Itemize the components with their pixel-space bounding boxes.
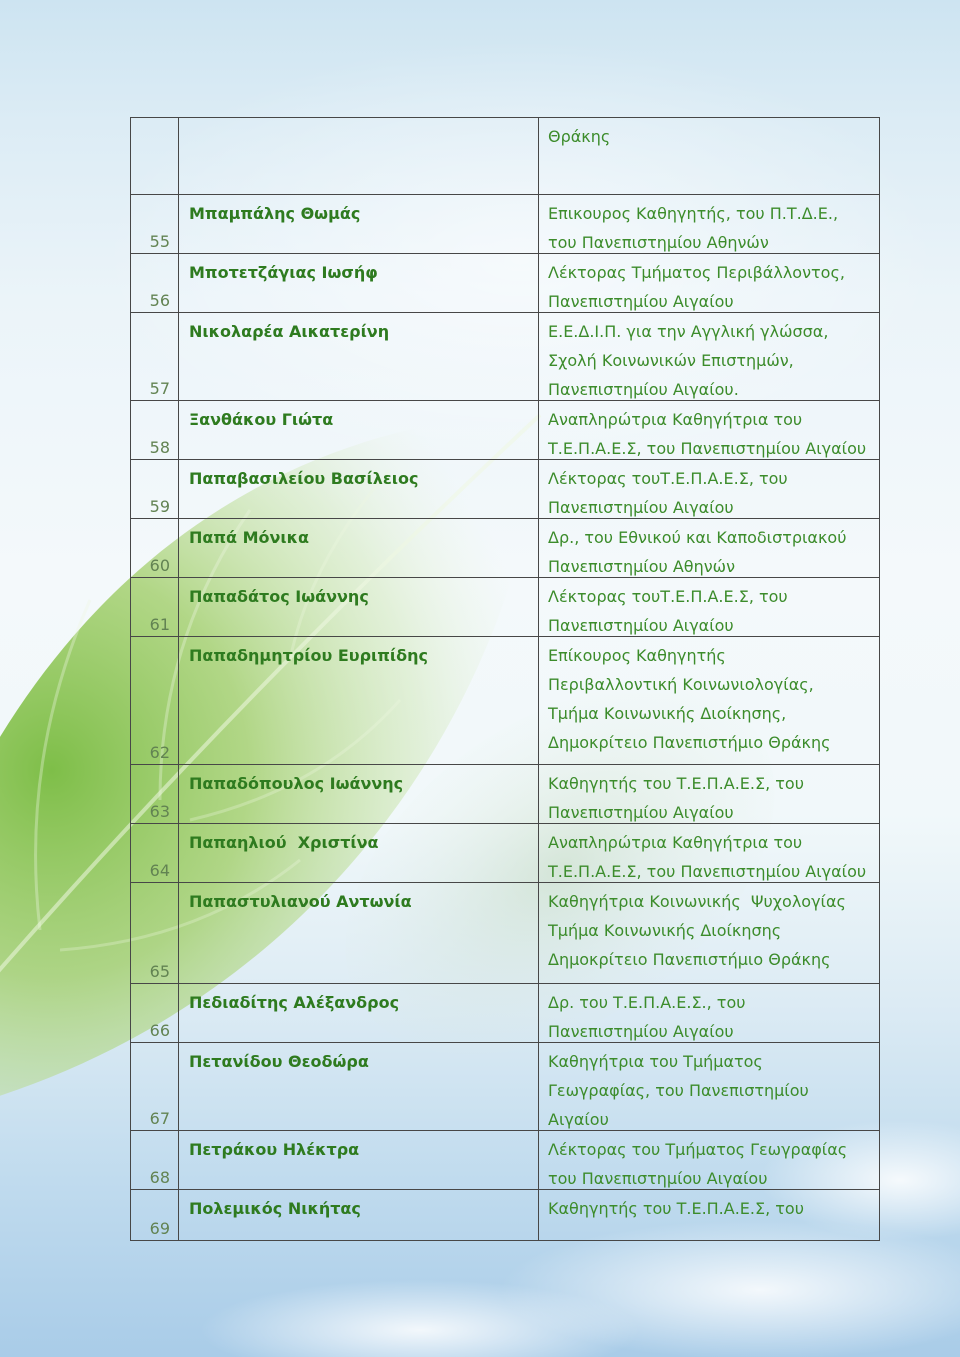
- affiliation-line: Δημοκρίτειο Πανεπιστήμιο Θράκης: [548, 950, 831, 969]
- affiliation-line: Πανεπιστημίου Αιγαίου.: [548, 380, 739, 399]
- member-name: Πετανίδου Θεοδώρα: [179, 1043, 539, 1130]
- member-name: Παπαηλιού Χριστίνα: [179, 824, 539, 882]
- table-row: [131, 578, 879, 637]
- affiliation-line: Επίκουρος Καθηγητής: [548, 646, 726, 665]
- affiliation-line: του Πανεπιστημίου Αιγαίου: [548, 1169, 768, 1188]
- affiliation-line: Πανεπιστημίου Αιγαίου: [548, 803, 734, 822]
- row-number: 66: [131, 984, 179, 1042]
- affiliation-line: Τμήμα Κοινωνικής Διοίκησης,: [548, 704, 787, 723]
- affiliation-line: Καθηγήτρια του Τμήματος: [548, 1052, 763, 1071]
- table-row: [131, 401, 879, 460]
- row-number: 60: [131, 519, 179, 577]
- affiliation-line: Λέκτορας τουΤ.Ε.Π.Α.Ε.Σ, του: [548, 469, 788, 488]
- affiliation-line: Τμήμα Κοινωνικής Διοίκησης: [548, 921, 782, 940]
- affiliation-line: Αιγαίου: [548, 1110, 609, 1129]
- row-number: 64: [131, 824, 179, 882]
- member-affiliation: [539, 254, 879, 312]
- row-number: 62: [131, 637, 179, 764]
- affiliation-line: Δρ., του Εθνικού και Καποδιστριακού: [548, 528, 847, 547]
- member-affiliation: [539, 765, 879, 823]
- table-row: [131, 519, 879, 578]
- affiliation-line: Αναπληρώτρια Καθηγήτρια του: [548, 410, 803, 429]
- table-row-continuation: [131, 118, 879, 195]
- member-affiliation: [539, 1190, 879, 1240]
- members-table: [130, 117, 880, 1241]
- member-affiliation: [539, 401, 879, 459]
- member-affiliation: [539, 824, 879, 882]
- member-name: Νικολαρέα Αικατερίνη: [179, 313, 539, 400]
- member-name: [179, 118, 539, 194]
- table-row: [131, 883, 879, 984]
- affiliation-line: Πανεπιστημίου Αιγαίου: [548, 498, 734, 517]
- row-number: 69: [131, 1190, 179, 1240]
- affiliation-line: Ε.Ε.Δ.Ι.Π. για την Αγγλική γλώσσα,: [548, 322, 829, 341]
- row-number: 63: [131, 765, 179, 823]
- table-row: [131, 1131, 879, 1190]
- affiliation-line: Καθηγητής του Τ.Ε.Π.Α.Ε.Σ, του: [548, 774, 804, 793]
- member-name: Πετράκου Ηλέκτρα: [179, 1131, 539, 1189]
- table-row: [131, 637, 879, 765]
- affiliation-line: Τ.Ε.Π.Α.Ε.Σ, του Πανεπιστημίου Αιγαίου: [548, 439, 867, 458]
- member-name: Πεδιαδίτης Αλέξανδρος: [179, 984, 539, 1042]
- affiliation-line: Αναπληρώτρια Καθηγήτρια του: [548, 833, 803, 852]
- table-row: [131, 1043, 879, 1131]
- member-affiliation: [539, 195, 879, 253]
- member-name: Ξανθάκου Γιώτα: [179, 401, 539, 459]
- member-name: Παπαβασιλείου Βασίλειος: [179, 460, 539, 518]
- member-affiliation: [539, 118, 879, 194]
- member-affiliation: [539, 313, 879, 400]
- row-number: 57: [131, 313, 179, 400]
- affiliation-line: Επικουρος Καθηγητής, του Π.Τ.Δ.Ε.,: [548, 204, 839, 223]
- member-name: Παπαδάτος Ιωάννης: [179, 578, 539, 636]
- affiliation-line: Λέκτορας του Τμήματος Γεωγραφίας: [548, 1140, 848, 1159]
- member-affiliation: [539, 519, 879, 577]
- row-number: 68: [131, 1131, 179, 1189]
- row-number: 59: [131, 460, 179, 518]
- affiliation-line: Δρ. του Τ.Ε.Π.Α.Ε.Σ., του: [548, 993, 746, 1012]
- table-row: [131, 1190, 879, 1240]
- member-affiliation: [539, 984, 879, 1042]
- table-row: [131, 254, 879, 313]
- affiliation-line: Λέκτορας Τμήματος Περιβάλλοντος,: [548, 263, 845, 282]
- table-row: [131, 824, 879, 883]
- row-number: 65: [131, 883, 179, 983]
- member-affiliation: [539, 637, 879, 764]
- row-number: 67: [131, 1043, 179, 1130]
- table-row: [131, 313, 879, 401]
- row-number: 55: [131, 195, 179, 253]
- table-row: [131, 460, 879, 519]
- affiliation-line: Καθηγητής του Τ.Ε.Π.Α.Ε.Σ, του: [548, 1199, 804, 1218]
- member-affiliation: [539, 1043, 879, 1130]
- row-number: [131, 118, 179, 194]
- affiliation-line: Πανεπιστημίου Αιγαίου: [548, 616, 734, 635]
- affiliation-line: Θράκης: [548, 127, 611, 146]
- affiliation-line: Δημοκρίτειο Πανεπιστήμιο Θράκης: [548, 733, 831, 752]
- row-number: 58: [131, 401, 179, 459]
- member-name: Μποτετζάγιας Ιωσήφ: [179, 254, 539, 312]
- member-affiliation: [539, 460, 879, 518]
- table-row: [131, 984, 879, 1043]
- affiliation-line: Περιβαλλοντική Κοινωνιολογίας,: [548, 675, 814, 694]
- table-row: [131, 195, 879, 254]
- affiliation-line: Τ.Ε.Π.Α.Ε.Σ, του Πανεπιστημίου Αιγαίου: [548, 862, 867, 881]
- row-number: 61: [131, 578, 179, 636]
- member-name: Παπαδόπουλος Ιωάννης: [179, 765, 539, 823]
- affiliation-line: Γεωγραφίας, του Πανεπιστημίου: [548, 1081, 809, 1100]
- member-name: Μπαμπάλης Θωμάς: [179, 195, 539, 253]
- member-name: Παπά Μόνικα: [179, 519, 539, 577]
- row-number: 56: [131, 254, 179, 312]
- member-affiliation: [539, 578, 879, 636]
- affiliation-line: Πανεπιστημίου Αθηνών: [548, 557, 735, 576]
- affiliation-line: Σχολή Κοινωνικών Επιστημών,: [548, 351, 794, 370]
- affiliation-line: Καθηγήτρια Κοινωνικής Ψυχολογίας: [548, 892, 846, 911]
- member-name: Παπαδημητρίου Ευριπίδης: [179, 637, 539, 764]
- affiliation-line: Πανεπιστημίου Αιγαίου: [548, 292, 734, 311]
- member-name: Παπαστυλιανού Αντωνία: [179, 883, 539, 983]
- member-affiliation: [539, 883, 879, 983]
- affiliation-line: του Πανεπιστημίου Αθηνών: [548, 233, 769, 252]
- affiliation-line: Λέκτορας τουΤ.Ε.Π.Α.Ε.Σ, του: [548, 587, 788, 606]
- table-row: [131, 765, 879, 824]
- member-name: Πολεμικός Νικήτας: [179, 1190, 539, 1240]
- affiliation-line: Πανεπιστημίου Αιγαίου: [548, 1022, 734, 1041]
- member-affiliation: [539, 1131, 879, 1189]
